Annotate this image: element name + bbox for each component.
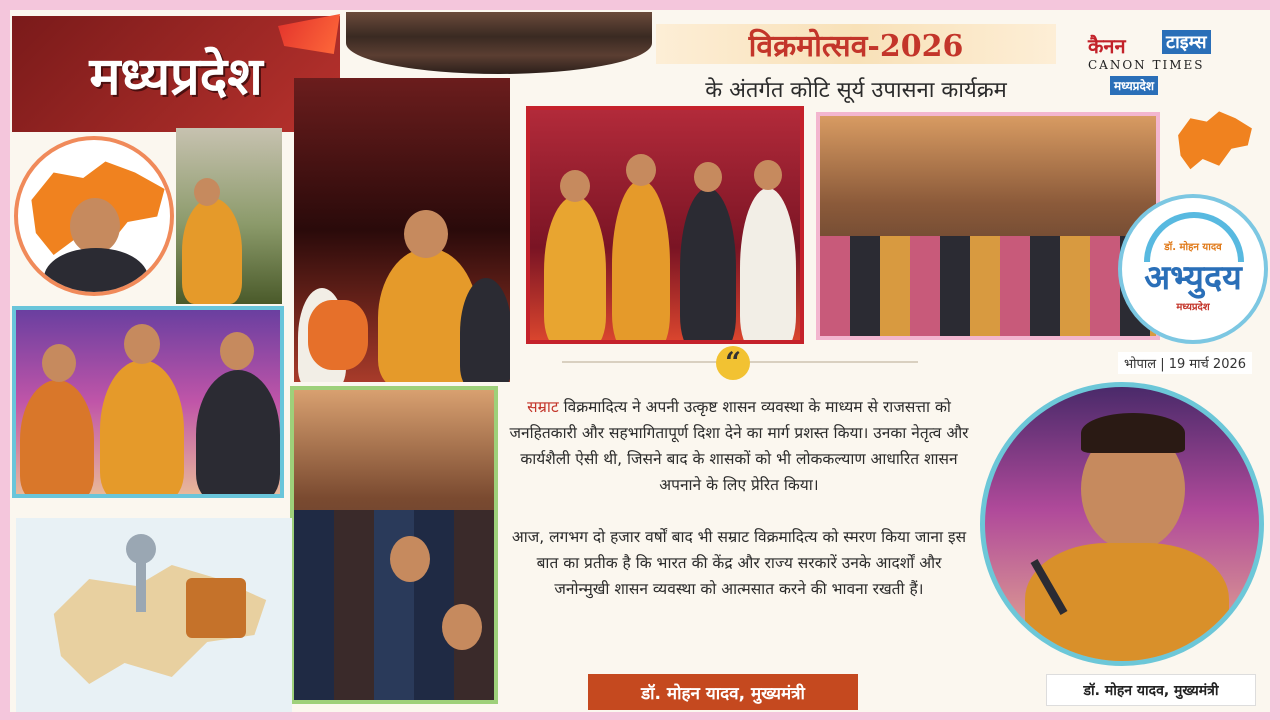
water-tank-icon (126, 534, 156, 564)
photo-lamp-lighting (294, 78, 510, 382)
logo-times: टाइम्स (1162, 30, 1211, 54)
event-title (656, 24, 1056, 64)
quote-text (508, 394, 970, 628)
event-subtitle: के अंतर्गत कोटि सूर्य उपासना कार्यक्रम (705, 78, 1007, 103)
abhyuday-logo (1118, 194, 1268, 344)
quote-icon: “ (716, 346, 750, 380)
face-shape (70, 198, 120, 254)
quote-highlight: सम्राट (527, 398, 559, 416)
quote-paragraph-2: आज, लगभग दो हजार वर्षों बाद भी सम्राट विक्रमादित्य को स्मरण किया जाना इस बात का प्रतीक है कि भारत की केंद्र और राज्य सरकारें उनके आदर्शों और जनोन्मुखी शासन व्यवस्था को आत्मसात करने की भावना रखती हैं। (511, 528, 967, 598)
cm-portrait-large (980, 382, 1264, 666)
poster-canvas (10, 10, 1270, 712)
photo-stage-dignitaries (526, 106, 804, 344)
quote-paragraph-1-rest: विक्रमादित्य ने अपनी उत्कृष्ट शासन व्यवस्था के माध्यम से राजसत्ता को जनहितकारी और सहभागितापूर्ण दिशा देने का मार्ग प्रशस्त किया। उनका नेतृत्व और कार्यशैली ऐसी थी, जिसने बाद के शासकों को भी लोककल्याण आधारित शासन अपनाने के लिए प्रेरित किया। (509, 398, 969, 494)
logo-english: CANON TIMES (1088, 58, 1205, 72)
quote-paragraph-1 (508, 394, 970, 498)
logo-edition: मध्यप्रदेश (1110, 76, 1158, 95)
photo-garden-watering (176, 128, 282, 304)
coat-shape (44, 248, 148, 296)
abhyuday-main: अभ्युदय (1144, 258, 1242, 298)
photo-lamp-ceremony (12, 306, 284, 498)
event-title-text: विक्रमोत्सव-2026 (748, 28, 964, 64)
photo-hall-audience (816, 112, 1160, 340)
cm-portrait-small (14, 136, 174, 296)
abhyuday-sub: मध्यप्रदेश (1176, 302, 1210, 313)
signature-left: डॉ. मोहन यादव, मुख्यमंत्री (588, 674, 858, 710)
photo-students (290, 386, 498, 704)
mp-map-icon (1174, 108, 1256, 176)
photo-audience-top (346, 12, 652, 74)
dateline: भोपाल | 19 मार्च 2026 (1118, 352, 1252, 374)
mp-banner-title: मध्यप्रदेश (89, 45, 263, 107)
mp-development-illustration (16, 518, 292, 712)
signature-right: डॉ. मोहन यादव, मुख्यमंत्री (1046, 674, 1256, 706)
abhyuday-top: डॉ. मोहन यादव (1164, 242, 1222, 253)
logo-canon: कैनन (1088, 34, 1126, 58)
